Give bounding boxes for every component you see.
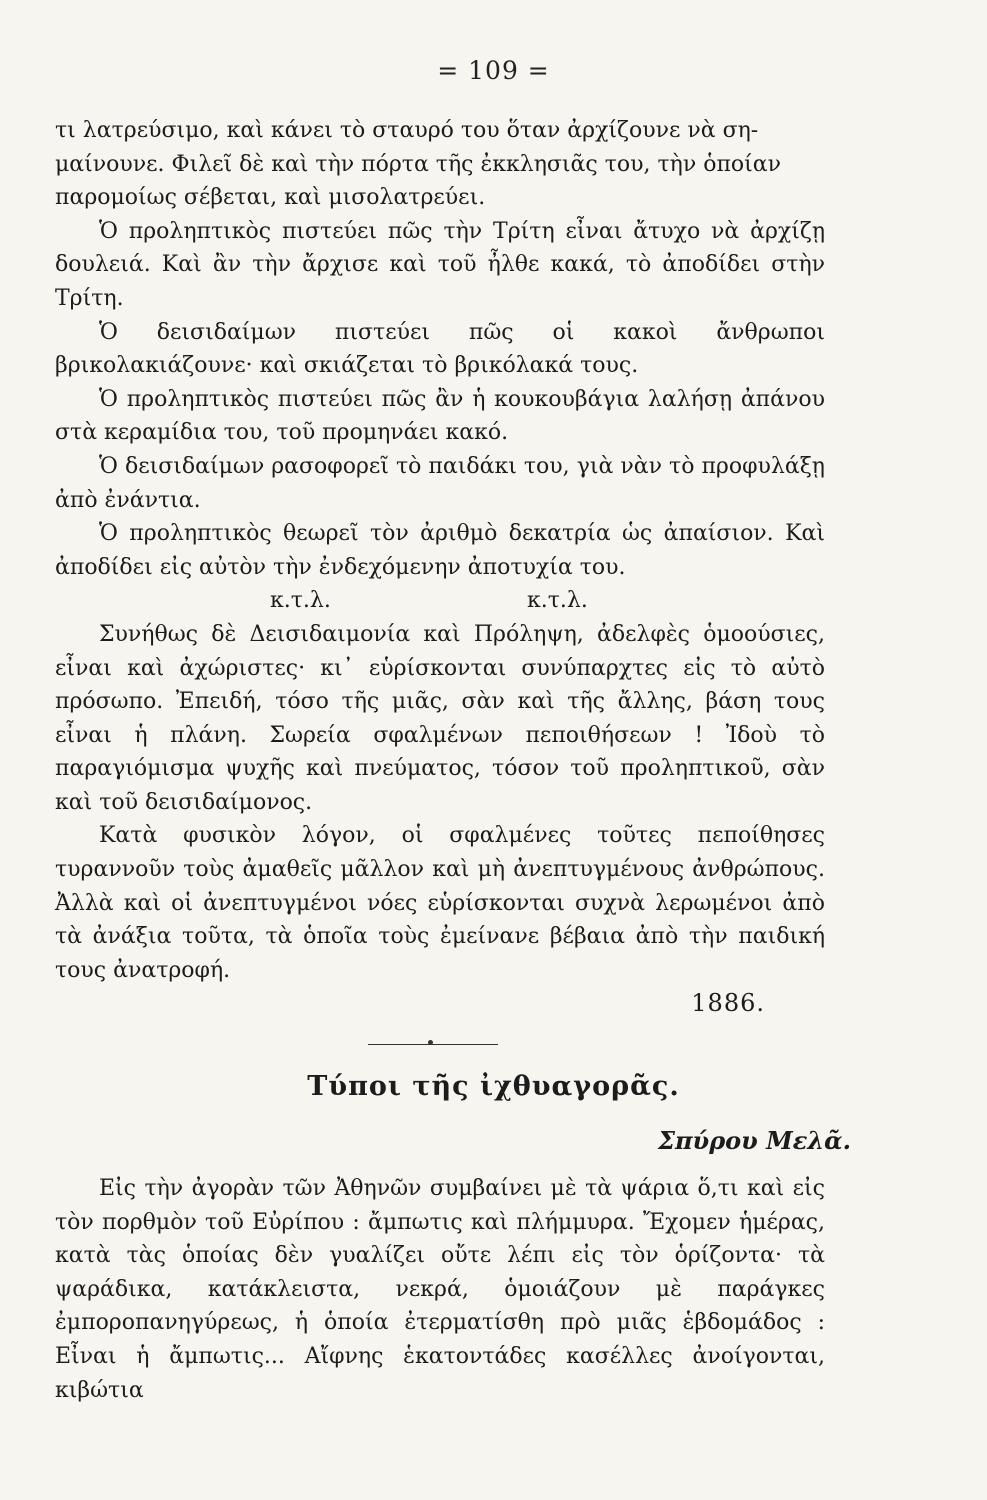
paragraph: Ὁ δεισιδαίμων ρασοφορεῖ τὸ παιδάκι του, γιὰ νὰν τὸ προφυλάξῃ ἀπὸ ἐνάντια. [55,453,825,513]
article-author: Σπύρου Μελᾶ. [658,1126,851,1155]
divider-dot [428,1040,433,1045]
text-line: παρομοίως σέβεται, καὶ μισολατρεύει. [55,185,486,211]
essay-body [55,114,825,1021]
section-divider [368,1044,498,1045]
paragraph: Ὁ δεισιδαίμων πιστεύει πῶς οἱ κακοὶ ἄνθρωποι βρικολακιάζουνε· καὶ σκιάζεται τὸ βρικόλακά τους. [55,319,825,379]
text-line: τι λατρεύσιμο, καὶ κάνει τὸ σταυρό του ὅταν ἀρχίζουνε νὰ ση- [55,118,759,143]
paragraph: Κατὰ φυσικὸν λόγον, οἱ σφαλμένες τοῦτες πεποίθησες τυραννοῦν τοὺς ἀμαθεῖς μᾶλλον καὶ μὴ ἀνεπτυγμένους ἀνθρώπους. Ἀλλὰ καὶ οἱ ἀνεπτυγμένοι νόες εὑρίσκονται συχνὰ λερωμένοι ἀπὸ τὰ ἀνάξια τοῦτα, τὰ ὁποῖα τοὺς ἐμείνανε βέβαια ἀπὸ τὴν παιδική τους ἀνατροφή. [55,823,825,983]
ktl-left: κ.τ.λ. [270,588,331,614]
paragraph: Εἰς τὴν ἀγορὰν τῶν Ἀθηνῶν συμβαίνει μὲ τὰ ψάρια ὅ,τι καὶ εἰς τὸν πορθμὸν τοῦ Εὐρίπου : ἄμπωτις καὶ πλήμμυρα. Ἔχομεν ἡμέρας, κατὰ τὰς ὁποίας δὲν γυαλίζει οὔτε λέπι εἰς τὸν ὁρίζοντα· τὰ ψαράδικα, κατάκλειστα, νεκρά, ὁμοιάζουν μὲ παράγκες ἐμποροπανηγύρεως, ἡ ὁποία ἐτερματίσθη πρὸ μιᾶς ἑβδομάδος : Εἶναι ἡ ἄμπωτις... Αἴφνης ἑκατοντάδες κασέλλες ἀνοίγονται, κιβώτια [55,1176,825,1403]
paragraph: Ὁ προληπτικὸς πιστεύει πῶς ἂν ἡ κουκουβάγια λαλήσῃ ἀπάνου στὰ κεραμίδια του, τοῦ προμηνάει κακό. [55,386,825,446]
paragraph: Ὁ προληπτικὸς θεωρεῖ τὸν ἀριθμὸ δεκατρία ὡς ἀπαίσιον. Καὶ ἀποδίδει εἰς αὐτὸν τὴν ἐνδεχόμενην ἀποτυχία του. [55,521,825,580]
paragraph: Ὁ προληπτικὸς πιστεύει πῶς τὴν Τρίτη εἶναι ἄτυχο νὰ ἀρχίζῃ δουλειά. Καὶ ἂν τὴν ἄρχισε καὶ τοῦ ἦλθε κακά, τὸ ἀποδίδει στὴν Τρίτη. [55,218,825,311]
paragraph: Συνήθως δὲ Δεισιδαιμονία καὶ Πρόληψη, ἀδελφὲς ὁμοούσιες, εἶναι καὶ ἀχώριστες· κι᾽ εὑρίσκονται συνύπαρχτες εἰς τὸ αὐτὸ πρόσωπο. Ἐπειδή, τόσο τῆς μιᾶς, σὰν καὶ τῆς ἄλλης, βάση τους εἶναι ἡ πλάνη. Σωρεία σφαλμένων πεποιθήσεων ! Ἰδοὺ τὸ παραγιόμισμα ψυχῆς καὶ πνεύματος, τόσον τοῦ προληπτικοῦ, σὰν καὶ τοῦ δεισιδαίμονος. [55,621,825,815]
text-line: μαίνουνε. Φιλεῖ δὲ καὶ τὴν πόρτα τῆς ἐκκλησιᾶς του, τὴν ὁποίαν [55,151,782,177]
page-number: = 109 = [437,56,550,85]
article-title: Τύποι τῆς ἰχθυαγορᾶς. [307,1071,680,1102]
ktl-line [55,584,825,618]
ktl-right: κ.τ.λ. [527,588,588,614]
date-signature: 1886. [691,989,765,1018]
article-body [55,1172,825,1407]
